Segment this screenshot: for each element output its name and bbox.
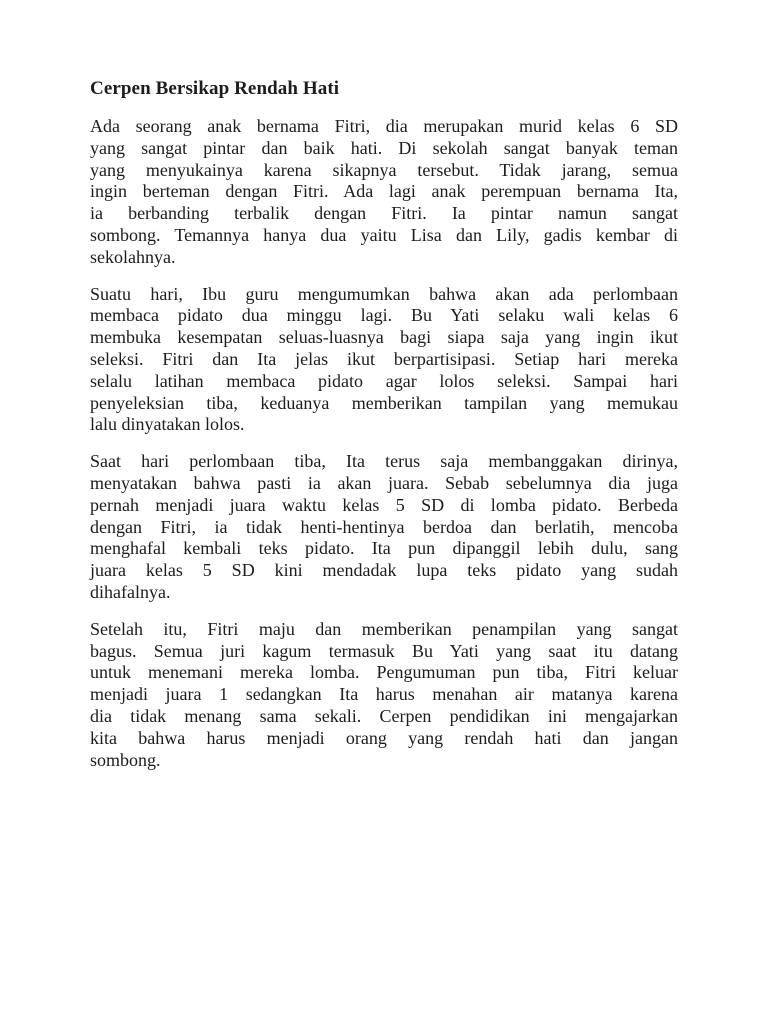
text-line: sekolahnya. bbox=[90, 246, 176, 267]
text-line: juara kelas 5 SD kini mendadak lupa teks pidato yang sudah bbox=[90, 560, 678, 581]
paragraph-2 bbox=[90, 284, 678, 437]
text-line: pernah menjadi juara waktu kelas 5 SD di lomba pidato. Berbeda bbox=[90, 494, 678, 515]
text-line: membaca pidato dua minggu lagi. Bu Yati selaku wali kelas 6 bbox=[90, 305, 678, 326]
text-line: ingin berteman dengan Fitri. Ada lagi anak perempuan bernama Ita, bbox=[90, 181, 678, 202]
text-line: Setelah itu, Fitri maju dan memberikan penampilan yang sangat bbox=[90, 618, 678, 639]
text-line: dia tidak menang sama sekali. Cerpen pendidikan ini mengajarkan bbox=[90, 705, 678, 726]
paragraph-1 bbox=[90, 116, 678, 269]
text-line: lalu dinyatakan lolos. bbox=[90, 414, 245, 435]
document-title: Cerpen Bersikap Rendah Hati bbox=[90, 78, 340, 99]
text-line: bagus. Semua juri kagum termasuk Bu Yati yang saat itu datang bbox=[90, 640, 678, 661]
text-line: selalu latihan membaca pidato agar lolos seleksi. Sampai hari bbox=[90, 370, 678, 391]
text-line: Ada seorang anak bernama Fitri, dia merupakan murid kelas 6 SD bbox=[90, 116, 678, 136]
text-line: menghafal kembali teks pidato. Ita pun dipanggil lebih dulu, sang bbox=[90, 538, 678, 559]
text-line: membuka kesempatan seluas-luasnya bagi siapa saja yang ingin ikut bbox=[90, 327, 678, 348]
text-line: yang menyukainya karena sikapnya tersebut. Tidak jarang, semua bbox=[90, 159, 678, 180]
text-line: Suatu hari, Ibu guru mengumumkan bahwa akan ada perlombaan bbox=[90, 283, 678, 304]
text-line: dihafalnya. bbox=[90, 581, 171, 602]
text-line: dengan Fitri, ia tidak henti-hentinya berdoa dan berlatih, mencoba bbox=[90, 516, 678, 537]
text-line: ia berbanding terbalik dengan Fitri. Ia pintar namun sangat bbox=[90, 203, 678, 224]
text-line: penyeleksian tiba, keduanya memberikan tampilan yang memukau bbox=[90, 392, 678, 413]
paragraph-4 bbox=[90, 619, 678, 772]
text-line: kita bahwa harus menjadi orang yang rendah hati dan jangan bbox=[90, 727, 678, 748]
text-line: menyatakan bahwa pasti ia akan juara. Sebab sebelumnya dia juga bbox=[90, 472, 678, 493]
text-line: seleksi. Fitri dan Ita jelas ikut berpartisipasi. Setiap hari mereka bbox=[90, 348, 678, 369]
text-line: sombong. bbox=[90, 749, 161, 770]
text-line: untuk menemani mereka lomba. Pengumuman pun tiba, Fitri keluar bbox=[90, 662, 678, 683]
text-line: yang sangat pintar dan baik hati. Di sekolah sangat banyak teman bbox=[90, 137, 678, 158]
paragraph-3 bbox=[90, 451, 678, 604]
text-line: sombong. Temannya hanya dua yaitu Lisa dan Lily, gadis kembar di bbox=[90, 224, 678, 245]
text-line: Saat hari perlombaan tiba, Ita terus saja membanggakan dirinya, bbox=[90, 451, 678, 472]
text-line: menjadi juara 1 sedangkan Ita harus menahan air matanya karena bbox=[90, 684, 678, 705]
